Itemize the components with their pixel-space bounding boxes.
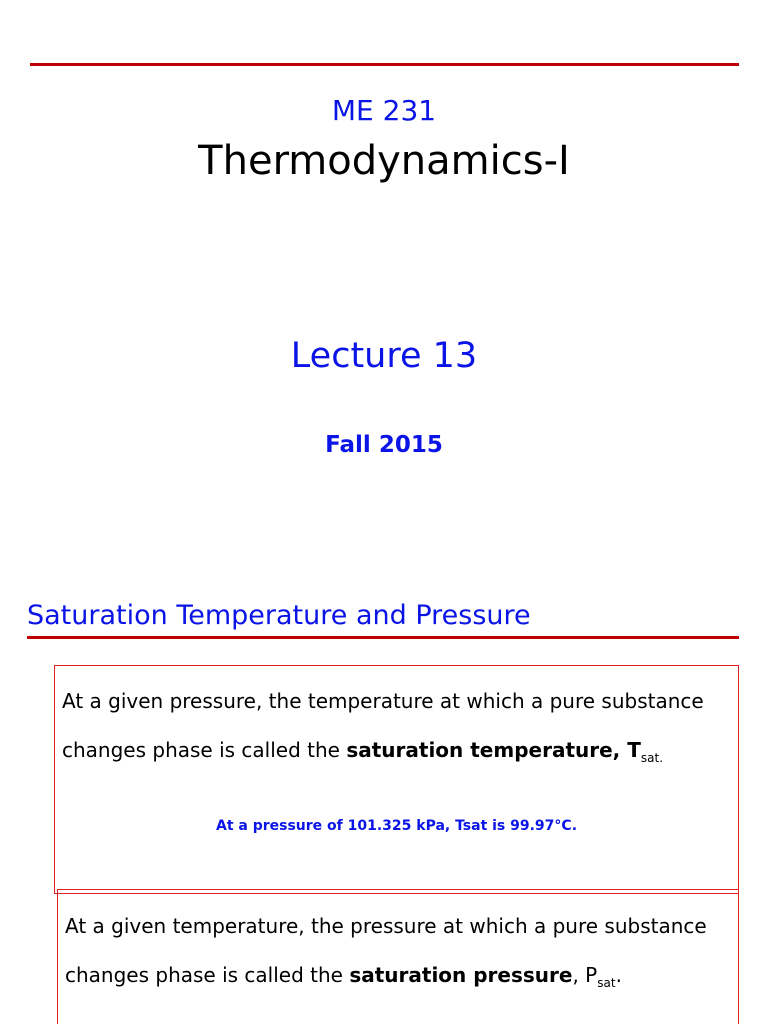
definition-box-temperature	[54, 665, 739, 894]
saturation-temperature-term: saturation temperature, T	[346, 738, 641, 762]
course-code: ME 231	[331, 94, 437, 127]
term: Fall 2015	[325, 432, 443, 458]
definition-line-1: At a given pressure, the temperature at which a pure substance	[62, 689, 704, 713]
course-title: Thermodynamics-I	[198, 138, 570, 184]
psat-period: .	[615, 963, 622, 987]
definition-line-2	[62, 726, 704, 783]
tsat-example-note: At a pressure of 101.325 kPa, Tsat is 99.97°C.	[215, 818, 578, 834]
lecture-number: Lecture 13	[290, 336, 478, 376]
saturation-pressure-term: saturation pressure	[349, 963, 573, 987]
top-rule	[30, 63, 739, 66]
psat-subscript: sat	[597, 976, 616, 990]
definition-box-pressure	[57, 889, 739, 1024]
definition-line-2-text: changes phase is called the	[62, 738, 347, 762]
tsat-subscript: sat.	[640, 751, 664, 765]
definition-line-2-text: changes phase is called the	[65, 963, 350, 987]
definition-line-2	[65, 951, 707, 1008]
psat-symbol: , P	[572, 963, 598, 987]
heading-rule	[27, 636, 739, 639]
slide-heading: Saturation Temperature and Pressure	[27, 600, 531, 631]
definition-line-1: At a given temperature, the pressure at which a pure substance	[65, 914, 707, 938]
